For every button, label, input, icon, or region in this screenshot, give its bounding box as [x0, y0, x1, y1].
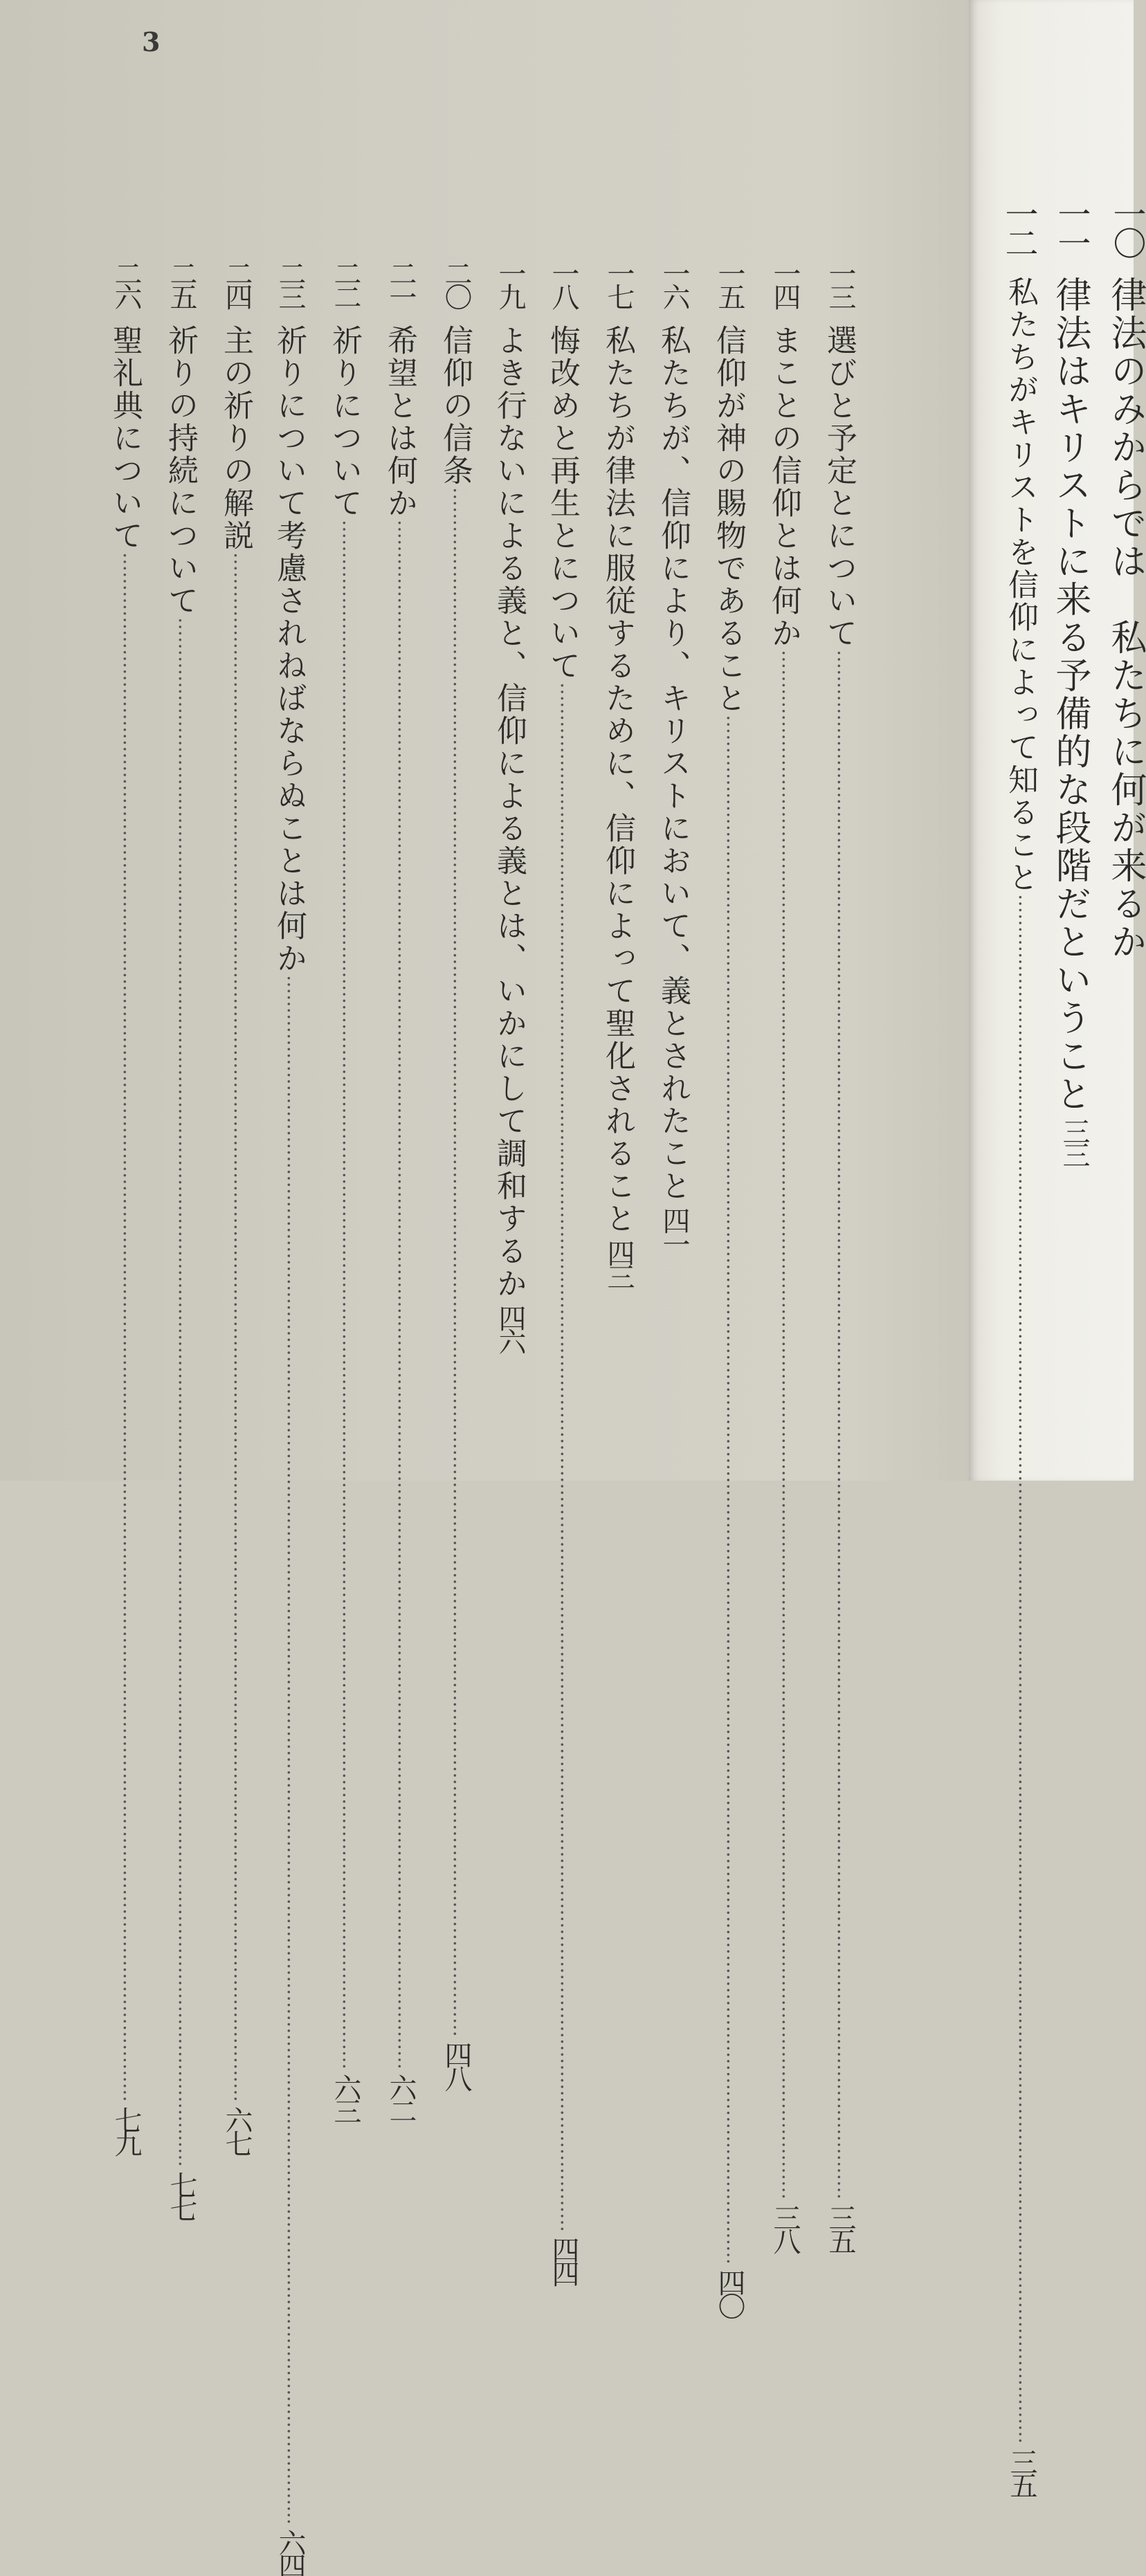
entry-number: 一六: [658, 259, 690, 307]
toc-entry: [600, 259, 635, 1286]
entry-title: 祈りの持続について: [163, 325, 198, 617]
entry-number: 二六: [110, 259, 142, 307]
entry-title: 希望とは何か: [382, 325, 417, 520]
entry-number: 一三: [824, 259, 856, 307]
toc-entry: [107, 259, 143, 2153]
toc-entry: [545, 259, 580, 2283]
toc-entry: [218, 259, 253, 2153]
entry-title: 私たちがキリストを信仰によって知ること: [1003, 276, 1038, 894]
entry-page: 六七: [221, 2106, 253, 2153]
entry-number: 二四: [221, 259, 253, 307]
leader-dots: ……………………………………………………………………………………………………………………………………………………………………………………………………………………: [722, 715, 745, 2265]
entry-title: 祈りについて: [327, 325, 362, 520]
toc-entry: [766, 259, 801, 2251]
entry-number: 一二: [999, 197, 1038, 255]
entry-title: よき行ないによる義と、信仰による義とは、いかにして調和するか: [491, 325, 527, 1300]
entry-number: 一九: [494, 259, 526, 307]
entry-page: 七七: [165, 2171, 197, 2218]
toc-entry: [999, 197, 1038, 2495]
entry-page: 三五: [1006, 2448, 1037, 2495]
toc-entry: [437, 259, 473, 2088]
toc-entry: [382, 259, 417, 2121]
entry-page: 四八: [440, 2041, 472, 2088]
entry-page: 六三: [329, 2074, 361, 2121]
leader-dots: ……………………………………………………………………………………………………………………………………………………………………………………………………………………: [394, 520, 417, 2070]
entry-title: 聖礼典について: [107, 325, 143, 552]
entry-title: 私たちが、信仰により、キリストにおいて、義とされたこと: [655, 325, 691, 1203]
entry-number: 一一: [1052, 197, 1091, 255]
toc-entry: [1104, 197, 1146, 961]
entry-number: 一七: [603, 259, 635, 307]
entry-title: 主の祈りの解説: [218, 325, 253, 552]
leader-dots: ……………………………………………………………………………………………………………………………………………………………………………………………………………………: [119, 552, 142, 2102]
entry-page: 四四: [547, 2236, 579, 2283]
entry-number: 一八: [547, 259, 579, 307]
toc-entry: [655, 259, 691, 1254]
entry-number: 一四: [769, 259, 801, 307]
entry-page: 三三: [1058, 1117, 1090, 1164]
entry-page: 三五: [824, 2204, 856, 2251]
entry-page: 四一: [658, 1207, 690, 1254]
toc-entry: [327, 259, 362, 2121]
entry-page: 四六: [494, 1304, 526, 1351]
entry-page: 七九: [110, 2106, 142, 2153]
entry-title: 信仰の信条: [437, 325, 473, 487]
page-number: 3: [142, 26, 161, 57]
toc-entry: [821, 259, 857, 2251]
entry-title: 信仰が神の賜物であること: [711, 325, 746, 715]
entry-number: 一五: [713, 259, 745, 307]
toc-entry: [163, 259, 198, 2218]
leader-dots: ……………………………………………………………………………………………………………………………………………………………………………………………………………………: [338, 520, 361, 2070]
entry-number: 二〇: [440, 259, 472, 307]
entry-title: 律法はキリストに来る予備的な段階だということ: [1049, 276, 1091, 1113]
entry-number: 二二: [329, 259, 361, 307]
entry-title: 律法のみからでは 私たちに何が来るか: [1104, 276, 1146, 961]
entry-title: 選びと予定とについて: [821, 325, 857, 650]
leader-dots: ……………………………………………………………………………………………………………………………………………………………………………………………………………………: [449, 487, 472, 2037]
entry-number: 一〇: [1107, 197, 1146, 255]
leader-dots: ……………………………………………………………………………………………………………………………………………………………………………………………………………………: [174, 617, 197, 2167]
entry-page: 四〇: [713, 2269, 745, 2316]
leader-dots: ……………………………………………………………………………………………………………………………………………………………………………………………………………………: [556, 682, 579, 2232]
entry-number: 二三: [274, 259, 306, 307]
entry-page: 四三: [603, 1239, 635, 1286]
entry-page: 三八: [769, 2204, 801, 2251]
entry-page: 六二: [385, 2074, 417, 2121]
entry-title: まことの信仰とは何か: [766, 325, 801, 650]
toc-entry: [1049, 197, 1091, 1164]
entry-page: 六四: [274, 2529, 306, 2576]
entry-title: 祈りについて考慮されねばならぬことは何か: [271, 325, 307, 975]
leader-dots: ……………………………………………………………………………………………………………………………………………………………………………………………………………………: [230, 552, 253, 2102]
entry-title: 悔改めと再生とについて: [545, 325, 580, 682]
leader-dots: ……………………………………………………………………………………………………………………………………………………………………………………………………………………: [778, 650, 801, 2200]
toc-entry: [491, 259, 527, 1351]
entry-title: 私たちが律法に服従するために、信仰によって聖化されること: [600, 325, 635, 1235]
leader-dots: ……………………………………………………………………………………………………………………………………………………………………………………………………………………: [1015, 894, 1037, 2444]
toc-entry: [711, 259, 746, 2316]
right-page: [969, 0, 1146, 2495]
leader-dots: ……………………………………………………………………………………………………………………………………………………………………………………………………………………: [833, 650, 856, 2200]
leader-dots: ……………………………………………………………………………………………………………………………………………………………………………………………………………………: [283, 975, 306, 2525]
entry-number: 二一: [385, 259, 417, 307]
entry-number: 二五: [165, 259, 197, 307]
toc-entry: [271, 259, 307, 2576]
